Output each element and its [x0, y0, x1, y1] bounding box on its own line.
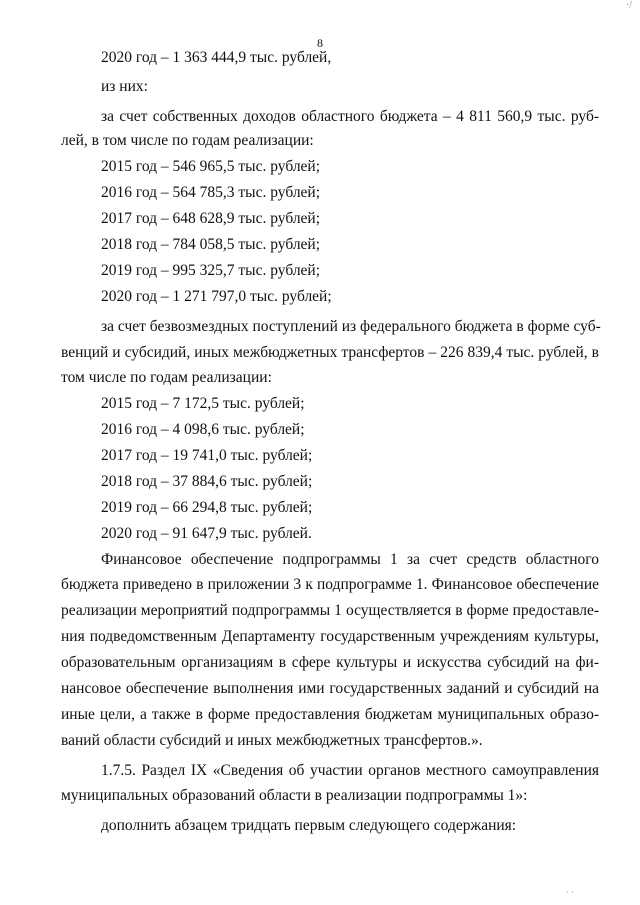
- text-line: за счет собственных доходов областного бюджета – 4 811 560,9 тыс. руб-: [101, 108, 599, 125]
- text-line: 2019 год – 995 325,7 тыс. рублей;: [101, 262, 321, 279]
- text-line: дополнить абзацем тридцать первым следующего содержания:: [101, 817, 517, 834]
- text-line: бюджета приведено в приложении 3 к подпрограмме 1. Финансовое обеспечение: [61, 576, 599, 593]
- page-number: 8: [317, 36, 323, 50]
- text-line: 2019 год – 66 294,8 тыс. рублей;: [101, 499, 313, 516]
- text-line: 1.7.5. Раздел IX «Сведения об участии органов местного самоуправления: [101, 762, 599, 779]
- text-line: Финансовое обеспечение подпрограммы 1 за счет средств областного: [101, 551, 599, 568]
- text-line: том числе по годам реализации:: [61, 369, 272, 386]
- text-line: за счет безвозмездных поступлений из федерального бюджета в форме суб-: [101, 318, 601, 335]
- text-line: 2015 год – 7 172,5 тыс. рублей;: [101, 395, 305, 412]
- text-line: венций и субсидий, иных межбюджетных трансфертов – 226 839,4 тыс. рублей, в: [61, 344, 599, 361]
- text-line: ния подведомственным Департаменту государственным учреждениям культуры,: [61, 628, 599, 645]
- text-line: 2020 год – 91 647,9 тыс. рублей.: [101, 525, 312, 542]
- text-line: из них:: [101, 78, 148, 95]
- text-line: нансовое обеспечение выполнения ими государственных заданий и субсидий на: [61, 680, 599, 697]
- text-line: муниципальных образований области в реализации подпрограммы 1»:: [61, 787, 528, 804]
- text-line: 2018 год – 784 058,5 тыс. рублей;: [101, 236, 321, 253]
- text-line: образовательным организациям в сфере культуры и искусства субсидий на фи-: [61, 654, 599, 671]
- scan-mark: ·/: [625, 0, 632, 11]
- scan-mark: · ·: [565, 887, 574, 897]
- text-line: 2016 год – 564 785,3 тыс. рублей;: [101, 184, 321, 201]
- text-line: 2017 год – 648 628,9 тыс. рублей;: [101, 210, 321, 227]
- text-line: 2017 год – 19 741,0 тыс. рублей;: [101, 447, 313, 464]
- text-line: 2015 год – 546 965,5 тыс. рублей;: [101, 158, 321, 175]
- text-line: 2020 год – 1 271 797,0 тыс. рублей;: [101, 288, 332, 305]
- text-line: ваний области субсидий и иных межбюджетных трансфертов.».: [61, 732, 483, 749]
- text-line: 2016 год – 4 098,6 тыс. рублей;: [101, 421, 305, 438]
- text-line: иные цели, а также в форме предоставления бюджетам муниципальных образо-: [61, 706, 599, 723]
- text-line: 2018 год – 37 884,6 тыс. рублей;: [101, 473, 313, 490]
- text-line: реализации мероприятий подпрограммы 1 осуществляется в форме предоставле-: [61, 602, 599, 619]
- text-line: лей, в том числе по годам реализации:: [61, 132, 314, 149]
- text-line: 2020 год – 1 363 444,9 тыс. рублей,: [101, 49, 332, 66]
